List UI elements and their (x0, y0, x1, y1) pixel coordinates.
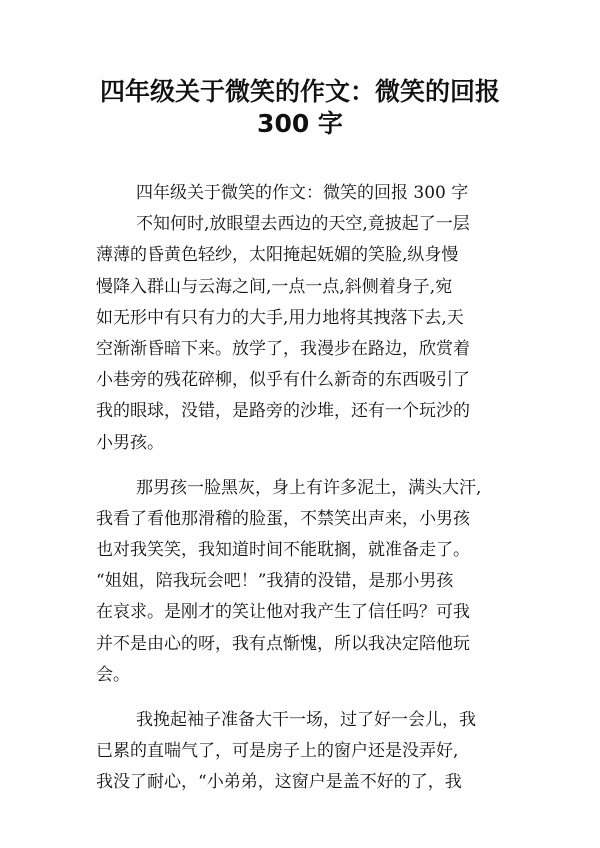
paragraph-line: 在哀求。是刚才的笑让他对我产生了信任吗？可我 (96, 602, 470, 623)
paragraph-line: 我看了看他那滑稽的脸蛋，不禁笑出声来，小男孩 (96, 508, 470, 529)
paragraph-line: 不知何时,放眼望去西边的天空,竟披起了一层 (136, 214, 470, 235)
document-title-line-2: 300 字 (257, 109, 343, 138)
paragraph-gap (96, 459, 506, 473)
paragraph-line: 慢降入群山与云海之间,一点一点,斜侧着身子,宛 (96, 276, 453, 297)
paragraph-line: 也对我笑笑，我知道时间不能耽搁，就准备走了。 (96, 540, 470, 561)
paragraph-line: “姐姐，陪我玩会吧！”我猜的没错，是那小男孩 (96, 571, 454, 592)
document-title-line-1: 四年级关于微笑的作文：微笑的回报 (99, 77, 500, 106)
paragraph-line: 空渐渐昏暗下来。放学了，我漫步在路边，欣赏着 (96, 338, 470, 359)
paragraph-line: 已累的直喘气了，可是房子上的窗户还是没弄好, (96, 741, 459, 762)
document-body (96, 178, 506, 799)
paragraph-line: 小巷旁的残花碎柳，似乎有什么新奇的东西吸引了 (96, 370, 470, 391)
paragraph-line: 会。 (96, 664, 130, 685)
paragraph-line: 四年级关于微笑的作文：微笑的回报 300 字 (136, 183, 469, 203)
paragraph-line: 我没了耐心，“小弟弟，这窗户是盖不好的了，我 (96, 772, 462, 793)
paragraph-line: 我挽起袖子准备大干一场，过了好一会儿，我 (136, 710, 476, 730)
paragraph-line: 薄薄的昏黄色轻纱，太阳掩起妩媚的笑脸,纵身慢 (96, 245, 459, 266)
paragraph-line: 并不是由心的呀，我有点惭愧，所以我决定陪他玩 (96, 633, 470, 654)
paragraph-line: 小男孩。 (96, 432, 164, 453)
paragraph-line: 那男孩一脸黑灰，身上有许多泥土，满头大汗, (136, 477, 482, 498)
paragraph-line: 我的眼球，没错，是路旁的沙堆，还有一个玩沙的 (96, 401, 470, 422)
paragraph-line: 如无形中有只有力的大手,用力地将其拽落下去,天 (96, 307, 464, 328)
paragraph-gap (96, 691, 506, 705)
